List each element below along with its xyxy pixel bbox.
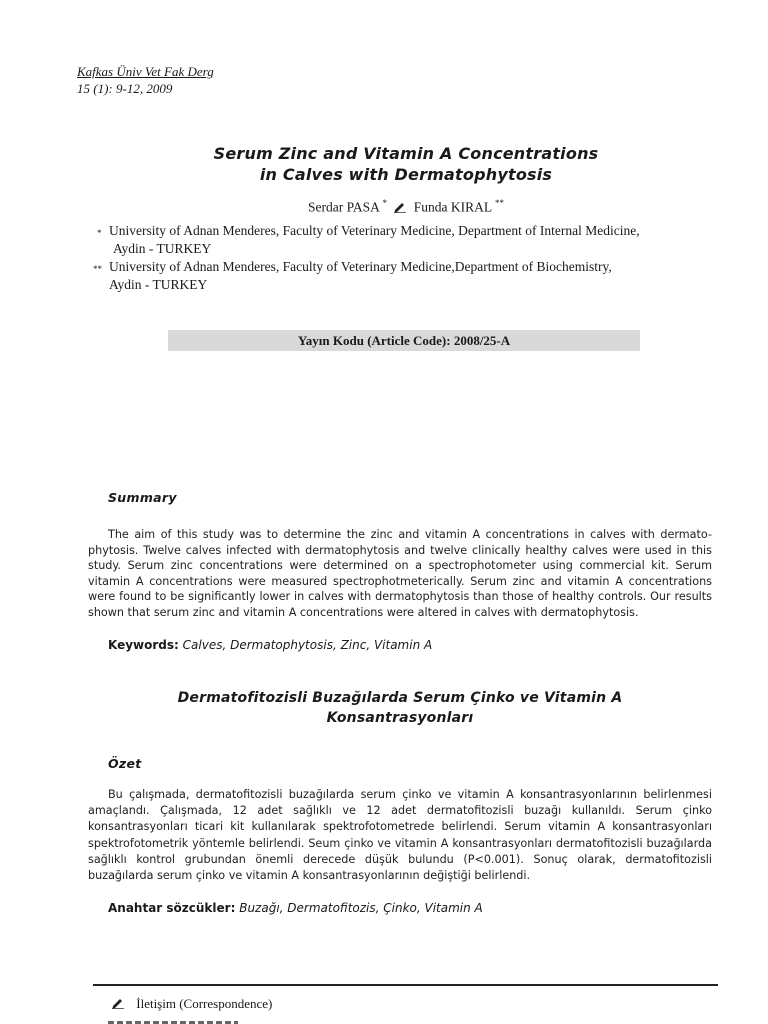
keywords bbox=[108, 638, 432, 652]
journal-name: Kafkas Üniv Vet Fak Derg bbox=[77, 64, 214, 79]
author-2: Funda KIRAL bbox=[413, 199, 492, 215]
turkish-title-line2: Konsantrasyonları bbox=[326, 710, 474, 726]
summary-text: The aim of this study was to determine the zinc and vitamin A concentrations in calves with dermato-phytosis. Twelve calves infected with dermatophytosis and twelve clinically healthy calves were used in this study. Serum zinc concentrations were determined on a spectrophotometer using commercial kit. Serum vitamin A concentrations were measured spectrophotmeterically. Serum zinc and vitamin A concentrations were found to be significantly lower in calves with dermatophytosis than those of healthy controls. Our results shown that serum zinc and vitamin A concentrations were altered in calves with dermatophytosis. bbox=[88, 528, 712, 619]
author-1: Serdar PASA bbox=[307, 199, 380, 215]
correspondence bbox=[108, 996, 272, 1012]
journal-volume: 15 (1): 9-12, 2009 bbox=[77, 81, 173, 96]
anahtar-sozcukler-list: Buzağı, Dermatofitozis, Çinko, Vitamin A bbox=[239, 901, 483, 915]
pen-icon bbox=[393, 201, 407, 213]
pen-icon bbox=[111, 997, 125, 1009]
affiliation-2-line1: University of Adnan Menderes, Faculty of Veterinary Medicine,Department of Biochemistry, bbox=[109, 259, 612, 274]
ozet-heading: Özet bbox=[108, 756, 142, 771]
ozet-text: Bu çalışmada, dermatofitozisli buzağılarda serum çinko ve vitamin A konsantrasyonlarının belirlenmesi amaçlandı. Çalışmada, 12 adet sağlıklı ve 12 adet dermatofitozisli buzağı kullanıldı. Serum çinko konsantrasyonları ticari kit kullanılarak spektrofotometrede belirlendi. Serum vitamin A konsantrasyonları spektrofotometrik yöntemle belirlendi. Seum çinko ve vitamin A konsantrasyonları dermatofitozisli buzağılarda sağlıklı kontrol grubundan önemli derecede düşük bulundu (P<0.001). Sonuç olarak, dermatofitozisli buzağılarda serum çinko ve vitamin A konsantrasyonlarının değiştiği belirlendi. bbox=[88, 788, 712, 883]
paper-title-line1: Serum Zinc and Vitamin A Concentrations bbox=[213, 144, 599, 163]
affiliation-2-mark: ** bbox=[93, 264, 102, 274]
affiliation-1 bbox=[93, 222, 733, 258]
author-line bbox=[0, 198, 768, 216]
affiliation-1-line1: University of Adnan Menderes, Faculty of Veterinary Medicine, Department of Internal Medicine, bbox=[109, 223, 640, 238]
turkish-title-line1: Dermatofitozisli Buzağılarda Serum Çinko ve Vitamin A bbox=[177, 690, 623, 706]
keywords-label: Keywords: bbox=[108, 638, 179, 652]
cut-off-footer-line bbox=[108, 1018, 238, 1024]
footnote-rule bbox=[93, 984, 718, 986]
affiliation-2-line2: Aydin - TURKEY bbox=[109, 277, 208, 292]
author-2-mark: ** bbox=[495, 198, 504, 208]
article-code: Yayın Kodu (Article Code): 2008/25-A bbox=[168, 330, 640, 351]
anahtar-sozcukler-label: Anahtar sözcükler: bbox=[108, 901, 236, 915]
turkish-title bbox=[0, 688, 768, 728]
paper-title-line2: in Calves with Dermatophytosis bbox=[259, 165, 553, 184]
anahtar-sozcukler bbox=[108, 901, 483, 915]
journal-citation bbox=[77, 63, 214, 97]
affiliation-1-line2: Aydin - TURKEY bbox=[113, 241, 212, 256]
paper-title bbox=[0, 143, 768, 185]
keywords-list: Calves, Dermatophytosis, Zinc, Vitamin A bbox=[182, 638, 433, 652]
affiliation-2 bbox=[93, 258, 733, 294]
correspondence-label: İletişim (Correspondence) bbox=[136, 996, 273, 1011]
summary-heading: Summary bbox=[108, 490, 177, 505]
author-1-mark: * bbox=[382, 198, 387, 208]
affiliation-1-mark: * bbox=[97, 228, 102, 238]
